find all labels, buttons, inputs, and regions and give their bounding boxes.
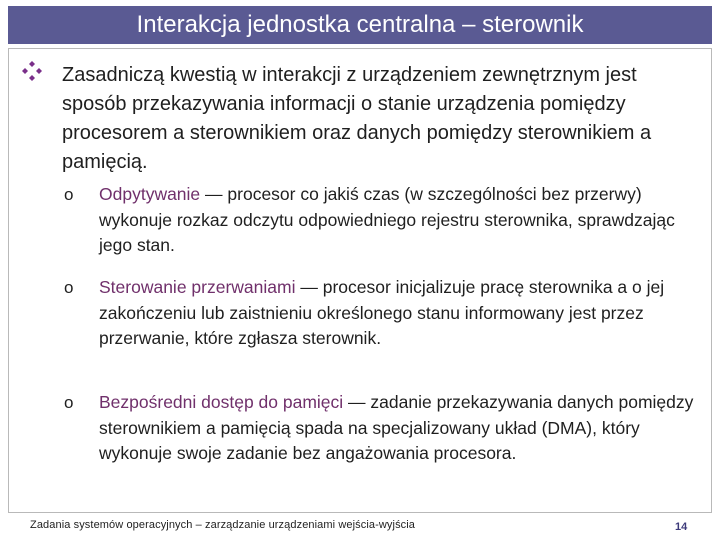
sub-bullet: o: [64, 278, 74, 297]
sub-item-term: Bezpośredni dostęp do pamięci: [99, 392, 344, 412]
sub-bullet: o: [64, 185, 74, 204]
sub-item-text: — procesor co jakiś czas (w szczególności bez przerwy) wykonuje rozkaz odczytu odpowiedniego rejestru sterownika, sprawdzając jego stan.: [99, 184, 675, 255]
sub-item-text: — zadanie przekazywania danych pomiędzy sterownikiem a pamięcią spada na specjalizowany układ (DMA), który wykonuje swoje zadanie bez angażowania procesora.: [99, 392, 694, 463]
sub-bullet: o: [64, 393, 74, 412]
title-bar: [8, 6, 712, 44]
diamond-quad-bullet-icon: [21, 60, 43, 82]
sub-item-dma: [64, 390, 699, 467]
page-number: 14: [675, 521, 688, 533]
sub-item-interrupts: [64, 275, 699, 352]
main-point: Zasadniczą kwestią w interakcji z urządzeniem zewnętrznym jest sposób przekazywania informacji o stanie urządzenia pomiędzy procesorem a sterownikiem oraz danych pomiędzy sterownikiem a pamięcią.: [62, 64, 652, 173]
sub-item-term: Odpytywanie: [99, 184, 201, 204]
sub-item-term: Sterowanie przerwaniami: [99, 277, 296, 297]
footer-text: Zadania systemów operacyjnych – zarządzanie urządzeniami wejścia-wyjścia: [30, 519, 416, 531]
sub-item-text: — procesor inicjalizuje pracę sterownika a o jej zakończeniu lub zaistnieniu określonego stanu informowany jest przez przerwanie, które zgłasza sterownik.: [99, 277, 665, 348]
slide-title: Interakcja jednostka centralna – sterownik: [136, 11, 584, 38]
sub-item-polling: [64, 182, 699, 259]
